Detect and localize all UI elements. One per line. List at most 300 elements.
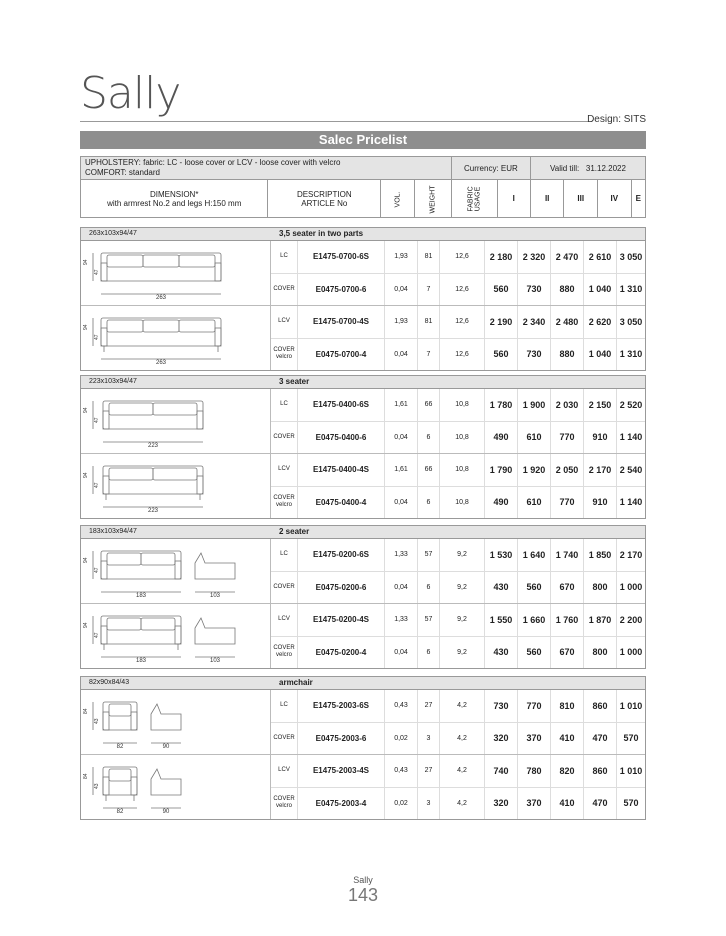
table-row bbox=[271, 487, 645, 519]
price-group-1: 560 bbox=[484, 339, 517, 371]
volume-value: 1,93 bbox=[384, 241, 417, 273]
price-group-3: 880 bbox=[550, 274, 583, 306]
group-header-e: E bbox=[631, 180, 645, 218]
price-group-2: 2 340 bbox=[517, 306, 550, 338]
group-header-4: IV bbox=[597, 180, 631, 218]
article-number: E0475-0400-6 bbox=[297, 422, 384, 454]
back-cushion bbox=[153, 468, 197, 480]
article-number: E0475-0700-6 bbox=[297, 274, 384, 306]
right-arm bbox=[197, 476, 203, 494]
cover-type bbox=[271, 339, 297, 371]
weight-value: 66 bbox=[417, 454, 439, 486]
price-group-1: 560 bbox=[484, 274, 517, 306]
weight-value: 81 bbox=[417, 306, 439, 338]
weight-value: 81 bbox=[417, 241, 439, 273]
fabric-usage-value: 12,6 bbox=[439, 339, 484, 371]
volume-value: 0,02 bbox=[384, 788, 417, 820]
comfort-text: COMFORT: standard bbox=[85, 168, 160, 177]
variant-rows bbox=[271, 604, 645, 668]
price-group-2: 370 bbox=[517, 723, 550, 755]
fabric-usage-value: 10,8 bbox=[439, 454, 484, 486]
price-group-4: 910 bbox=[583, 487, 616, 519]
price-group-3: 2 050 bbox=[550, 454, 583, 486]
fabric-usage-value: 12,6 bbox=[439, 274, 484, 306]
article-number: E1475-2003-6S bbox=[297, 690, 384, 722]
variant-rows bbox=[271, 539, 645, 603]
volume-value: 0,04 bbox=[384, 422, 417, 454]
article-number: E0475-2003-4 bbox=[297, 788, 384, 820]
volume-value: 1,93 bbox=[384, 306, 417, 338]
seat-height-label: 47 bbox=[94, 482, 100, 488]
cover-type bbox=[271, 572, 297, 604]
height-label: 94 bbox=[83, 259, 89, 265]
price-group-1: 1 780 bbox=[484, 389, 517, 421]
left-arm bbox=[103, 411, 109, 429]
fabric-usage-value: 9,2 bbox=[439, 637, 484, 669]
variant-rows bbox=[271, 755, 645, 819]
weight-header bbox=[414, 180, 451, 218]
cover-type bbox=[271, 422, 297, 454]
product-drawing bbox=[81, 755, 271, 819]
left-arm bbox=[103, 777, 109, 795]
product-drawing bbox=[81, 241, 271, 305]
volume-value: 1,33 bbox=[384, 539, 417, 571]
valid-till bbox=[530, 157, 645, 180]
back-cushion bbox=[153, 403, 197, 415]
left-arm bbox=[101, 626, 107, 644]
price-group-3: 880 bbox=[550, 339, 583, 371]
sofa-drawing-icon bbox=[81, 389, 269, 451]
dimension-sublabel: with armrest No.2 and legs H:150 mm bbox=[107, 198, 242, 208]
cover-type-label: LCV bbox=[278, 466, 290, 473]
side-width-label: 103 bbox=[209, 593, 221, 599]
sofa-drawing-icon bbox=[81, 690, 269, 752]
cover-type bbox=[271, 604, 297, 636]
back-cushion bbox=[107, 553, 141, 565]
title-divider bbox=[80, 121, 588, 122]
price-group-4: 2 620 bbox=[583, 306, 616, 338]
price-group-3: 410 bbox=[550, 723, 583, 755]
price-group-1: 730 bbox=[484, 690, 517, 722]
fabric-usage-label bbox=[467, 186, 481, 211]
back-cushion bbox=[179, 255, 215, 267]
weight-value: 27 bbox=[417, 755, 439, 787]
article-number: E1475-0700-6S bbox=[297, 241, 384, 273]
price-group-5: 1 010 bbox=[616, 690, 645, 722]
weight-value: 7 bbox=[417, 274, 439, 306]
table-row bbox=[271, 389, 645, 422]
table-row bbox=[271, 454, 645, 487]
price-group-3: 2 470 bbox=[550, 241, 583, 273]
sofa-drawing-icon bbox=[81, 539, 269, 601]
price-group-5: 1 310 bbox=[616, 339, 645, 371]
dimension-header bbox=[81, 180, 268, 218]
side-view bbox=[195, 553, 235, 579]
price-group-5: 1 000 bbox=[616, 572, 645, 604]
cover-type bbox=[271, 539, 297, 571]
price-group-3: 2 030 bbox=[550, 389, 583, 421]
price-group-4: 1 850 bbox=[583, 539, 616, 571]
price-group-1: 320 bbox=[484, 723, 517, 755]
price-group-5: 1 140 bbox=[616, 487, 645, 519]
price-group-4: 470 bbox=[583, 788, 616, 820]
side-width-label: 90 bbox=[162, 809, 170, 815]
cover-type bbox=[271, 723, 297, 755]
price-group-3: 770 bbox=[550, 487, 583, 519]
cover-type-label: COVER bbox=[273, 734, 295, 741]
weight-value: 57 bbox=[417, 604, 439, 636]
seat-height-label: 47 bbox=[94, 632, 100, 638]
page-number: 143 bbox=[347, 885, 379, 905]
price-group-1: 430 bbox=[484, 572, 517, 604]
price-group-1: 1 550 bbox=[484, 604, 517, 636]
cover-type-sub: velcro bbox=[275, 652, 292, 659]
cover-type-label: LCV bbox=[278, 767, 290, 774]
right-arm bbox=[131, 777, 137, 795]
volume-value: 0,43 bbox=[384, 755, 417, 787]
seat-height-label: 43 bbox=[94, 783, 100, 789]
price-group-1: 2 180 bbox=[484, 241, 517, 273]
section-name: armchair bbox=[279, 678, 313, 687]
seat-height-label: 47 bbox=[94, 567, 100, 573]
price-group-3: 1 740 bbox=[550, 539, 583, 571]
seat-height-label: 47 bbox=[94, 334, 100, 340]
volume-value: 0,02 bbox=[384, 723, 417, 755]
price-group-4: 2 610 bbox=[583, 241, 616, 273]
side-view bbox=[151, 704, 181, 730]
left-arm bbox=[101, 561, 107, 579]
valid-date: 31.12.2022 bbox=[585, 163, 626, 173]
product-section bbox=[80, 525, 646, 669]
price-group-5: 1 310 bbox=[616, 274, 645, 306]
price-group-4: 800 bbox=[583, 572, 616, 604]
fabric-usage-value: 4,2 bbox=[439, 723, 484, 755]
product-drawing bbox=[81, 539, 271, 603]
volume-value: 1,61 bbox=[384, 454, 417, 486]
weight-value: 57 bbox=[417, 539, 439, 571]
vol-header bbox=[381, 180, 415, 218]
price-group-4: 1 040 bbox=[583, 274, 616, 306]
fabric-usage-value: 4,2 bbox=[439, 690, 484, 722]
side-view bbox=[195, 618, 235, 644]
sofa-drawing-icon bbox=[81, 241, 269, 303]
cover-type-sub: velcro bbox=[275, 502, 292, 509]
variant-rows bbox=[271, 389, 645, 453]
price-group-3: 2 480 bbox=[550, 306, 583, 338]
volume-value: 0,04 bbox=[384, 637, 417, 669]
cover-type-label: LC bbox=[280, 551, 288, 558]
table-row bbox=[271, 723, 645, 755]
price-group-4: 910 bbox=[583, 422, 616, 454]
cover-type-label: COVER bbox=[273, 433, 295, 440]
price-group-5: 2 200 bbox=[616, 604, 645, 636]
price-group-3: 670 bbox=[550, 572, 583, 604]
dimension-label: DIMENSION* bbox=[150, 189, 199, 199]
width-label: 183 bbox=[135, 593, 147, 599]
back-cushion bbox=[109, 468, 153, 480]
side-view bbox=[151, 769, 181, 795]
product-drawing bbox=[81, 306, 271, 370]
description-label: DESCRIPTION bbox=[296, 189, 352, 199]
price-group-4: 1 040 bbox=[583, 339, 616, 371]
left-arm bbox=[101, 263, 107, 281]
product-section bbox=[80, 375, 646, 519]
right-arm bbox=[175, 561, 181, 579]
price-group-3: 770 bbox=[550, 422, 583, 454]
side-width-label: 90 bbox=[162, 744, 170, 750]
weight-value: 7 bbox=[417, 339, 439, 371]
width-label: 263 bbox=[155, 360, 167, 366]
left-arm bbox=[103, 712, 109, 730]
weight-label: WEIGHT bbox=[429, 185, 437, 214]
product-variant bbox=[81, 604, 645, 668]
footer-name: Sally bbox=[353, 875, 373, 885]
cover-type-label: LCV bbox=[278, 616, 290, 623]
product-drawing bbox=[81, 604, 271, 668]
seat-height-label: 47 bbox=[94, 417, 100, 423]
price-group-2: 610 bbox=[517, 422, 550, 454]
right-arm bbox=[131, 712, 137, 730]
table-row bbox=[271, 306, 645, 339]
price-group-3: 1 760 bbox=[550, 604, 583, 636]
price-group-5: 1 010 bbox=[616, 755, 645, 787]
product-variant bbox=[81, 755, 645, 819]
group-header-1: I bbox=[497, 180, 530, 218]
back-cushion bbox=[179, 320, 215, 332]
section-header bbox=[81, 376, 645, 389]
usage-label: USAGE bbox=[474, 186, 482, 211]
price-group-2: 370 bbox=[517, 788, 550, 820]
fabric-usage-value: 10,8 bbox=[439, 422, 484, 454]
cover-type-label: COVER bbox=[273, 583, 295, 590]
seat-height-label: 43 bbox=[94, 718, 100, 724]
price-group-4: 470 bbox=[583, 723, 616, 755]
pricelist-title: Salec Pricelist bbox=[80, 131, 646, 149]
product-variant bbox=[81, 539, 645, 604]
table-row bbox=[271, 690, 645, 723]
variant-rows bbox=[271, 306, 645, 370]
product-variant bbox=[81, 690, 645, 755]
table-row bbox=[271, 241, 645, 274]
cover-type-label: LC bbox=[280, 702, 288, 709]
fabric-header bbox=[451, 180, 497, 218]
height-label: 84 bbox=[83, 773, 89, 779]
weight-value: 27 bbox=[417, 690, 439, 722]
section-dimensions: 223x103x94/47 bbox=[89, 378, 137, 385]
cover-type bbox=[271, 690, 297, 722]
section-dimensions: 82x90x84/43 bbox=[89, 679, 130, 686]
product-drawing bbox=[81, 454, 271, 518]
price-group-4: 860 bbox=[583, 690, 616, 722]
volume-value: 0,04 bbox=[384, 339, 417, 371]
section-name: 3,5 seater in two parts bbox=[279, 229, 364, 238]
price-group-2: 1 640 bbox=[517, 539, 550, 571]
height-label: 94 bbox=[83, 324, 89, 330]
price-group-2: 730 bbox=[517, 274, 550, 306]
fabric-usage-value: 9,2 bbox=[439, 572, 484, 604]
price-group-2: 730 bbox=[517, 339, 550, 371]
currency-label: Currency: EUR bbox=[451, 157, 530, 180]
article-number: E1475-0200-4S bbox=[297, 604, 384, 636]
fabric-usage-value: 4,2 bbox=[439, 755, 484, 787]
back-cushion bbox=[141, 618, 175, 630]
back-cushion bbox=[143, 320, 179, 332]
variant-rows bbox=[271, 454, 645, 518]
height-label: 94 bbox=[83, 472, 89, 478]
back-cushion bbox=[109, 403, 153, 415]
section-dimensions: 183x103x94/47 bbox=[89, 528, 137, 535]
price-group-2: 560 bbox=[517, 572, 550, 604]
product-drawing bbox=[81, 389, 271, 453]
weight-value: 3 bbox=[417, 723, 439, 755]
product-section bbox=[80, 676, 646, 820]
section-header bbox=[81, 677, 645, 690]
table-row bbox=[271, 339, 645, 371]
article-number: E1475-0400-4S bbox=[297, 454, 384, 486]
weight-value: 66 bbox=[417, 389, 439, 421]
article-number: E1475-0400-6S bbox=[297, 389, 384, 421]
seat-height-label: 47 bbox=[94, 269, 100, 275]
width-label: 82 bbox=[116, 744, 124, 750]
weight-value: 6 bbox=[417, 487, 439, 519]
product-drawing bbox=[81, 690, 271, 754]
cover-type-label: LCV bbox=[278, 318, 290, 325]
left-arm bbox=[103, 476, 109, 494]
table-row bbox=[271, 422, 645, 454]
table-row bbox=[271, 788, 645, 820]
product-variant bbox=[81, 454, 645, 518]
fabric-usage-value: 12,6 bbox=[439, 241, 484, 273]
weight-value: 6 bbox=[417, 422, 439, 454]
group-header-2: II bbox=[530, 180, 564, 218]
side-width-label: 103 bbox=[209, 658, 221, 664]
back-cushion bbox=[143, 255, 179, 267]
product-section bbox=[80, 227, 646, 371]
price-group-2: 780 bbox=[517, 755, 550, 787]
price-group-4: 1 870 bbox=[583, 604, 616, 636]
fabric-usage-value: 9,2 bbox=[439, 604, 484, 636]
left-arm bbox=[101, 328, 107, 346]
table-row bbox=[271, 755, 645, 788]
cover-type-label: COVER bbox=[273, 796, 295, 803]
height-label: 84 bbox=[83, 708, 89, 714]
volume-value: 0,04 bbox=[384, 487, 417, 519]
cover-type bbox=[271, 389, 297, 421]
right-arm bbox=[215, 328, 221, 346]
price-group-5: 570 bbox=[616, 723, 645, 755]
back-cushion bbox=[107, 255, 143, 267]
cover-type bbox=[271, 306, 297, 338]
width-label: 82 bbox=[116, 809, 124, 815]
weight-value: 3 bbox=[417, 788, 439, 820]
width-label: 223 bbox=[147, 508, 159, 514]
cover-type bbox=[271, 241, 297, 273]
cover-type-sub: velcro bbox=[275, 803, 292, 810]
section-name: 3 seater bbox=[279, 377, 310, 386]
brand-title: Sally bbox=[80, 68, 181, 119]
volume-value: 1,33 bbox=[384, 604, 417, 636]
cover-type-label: LC bbox=[280, 253, 288, 260]
price-group-1: 490 bbox=[484, 487, 517, 519]
vol-label: VOL. bbox=[393, 191, 401, 208]
article-label: ARTICLE No bbox=[301, 198, 348, 208]
price-group-1: 2 190 bbox=[484, 306, 517, 338]
price-group-5: 3 050 bbox=[616, 306, 645, 338]
price-group-3: 810 bbox=[550, 690, 583, 722]
table-row bbox=[271, 274, 645, 306]
price-group-2: 2 320 bbox=[517, 241, 550, 273]
cover-type-label: COVER bbox=[273, 347, 295, 354]
height-label: 94 bbox=[83, 407, 89, 413]
right-arm bbox=[175, 626, 181, 644]
valid-label: Valid till: bbox=[550, 163, 580, 173]
price-group-5: 2 520 bbox=[616, 389, 645, 421]
cover-type-label: COVER bbox=[273, 285, 295, 292]
variant-rows bbox=[271, 690, 645, 754]
section-header bbox=[81, 228, 645, 241]
price-group-2: 770 bbox=[517, 690, 550, 722]
product-variant bbox=[81, 389, 645, 454]
price-group-2: 1 660 bbox=[517, 604, 550, 636]
width-label: 223 bbox=[147, 443, 159, 449]
product-variant bbox=[81, 306, 645, 370]
table-row bbox=[271, 539, 645, 572]
price-group-5: 570 bbox=[616, 788, 645, 820]
article-number: E0475-0200-6 bbox=[297, 572, 384, 604]
price-group-3: 410 bbox=[550, 788, 583, 820]
cover-type bbox=[271, 454, 297, 486]
back-cushion bbox=[109, 704, 131, 716]
article-number: E1475-0200-6S bbox=[297, 539, 384, 571]
width-label: 263 bbox=[155, 295, 167, 301]
price-group-3: 670 bbox=[550, 637, 583, 669]
upholstery-info bbox=[81, 157, 452, 180]
price-group-3: 820 bbox=[550, 755, 583, 787]
fabric-usage-value: 12,6 bbox=[439, 306, 484, 338]
price-group-1: 320 bbox=[484, 788, 517, 820]
right-arm bbox=[197, 411, 203, 429]
cover-type-sub: velcro bbox=[275, 354, 292, 361]
description-header bbox=[268, 180, 381, 218]
price-group-5: 1 000 bbox=[616, 637, 645, 669]
price-group-1: 1 790 bbox=[484, 454, 517, 486]
volume-value: 0,04 bbox=[384, 572, 417, 604]
cover-type-label: LC bbox=[280, 401, 288, 408]
price-group-2: 1 920 bbox=[517, 454, 550, 486]
fabric-usage-value: 10,8 bbox=[439, 389, 484, 421]
price-group-4: 2 170 bbox=[583, 454, 616, 486]
sofa-drawing-icon bbox=[81, 454, 269, 516]
cover-type bbox=[271, 274, 297, 306]
group-header-3: III bbox=[564, 180, 598, 218]
width-label: 183 bbox=[135, 658, 147, 664]
price-group-5: 2 540 bbox=[616, 454, 645, 486]
price-group-1: 740 bbox=[484, 755, 517, 787]
back-cushion bbox=[107, 320, 143, 332]
height-label: 94 bbox=[83, 557, 89, 563]
back-cushion bbox=[107, 618, 141, 630]
price-group-4: 800 bbox=[583, 637, 616, 669]
right-arm bbox=[215, 263, 221, 281]
back-cushion bbox=[141, 553, 175, 565]
article-number: E0475-0700-4 bbox=[297, 339, 384, 371]
volume-value: 0,04 bbox=[384, 274, 417, 306]
fabric-usage-value: 4,2 bbox=[439, 788, 484, 820]
table-row bbox=[271, 572, 645, 604]
fabric-usage-value: 10,8 bbox=[439, 487, 484, 519]
article-number: E0475-0400-4 bbox=[297, 487, 384, 519]
cover-type bbox=[271, 637, 297, 669]
